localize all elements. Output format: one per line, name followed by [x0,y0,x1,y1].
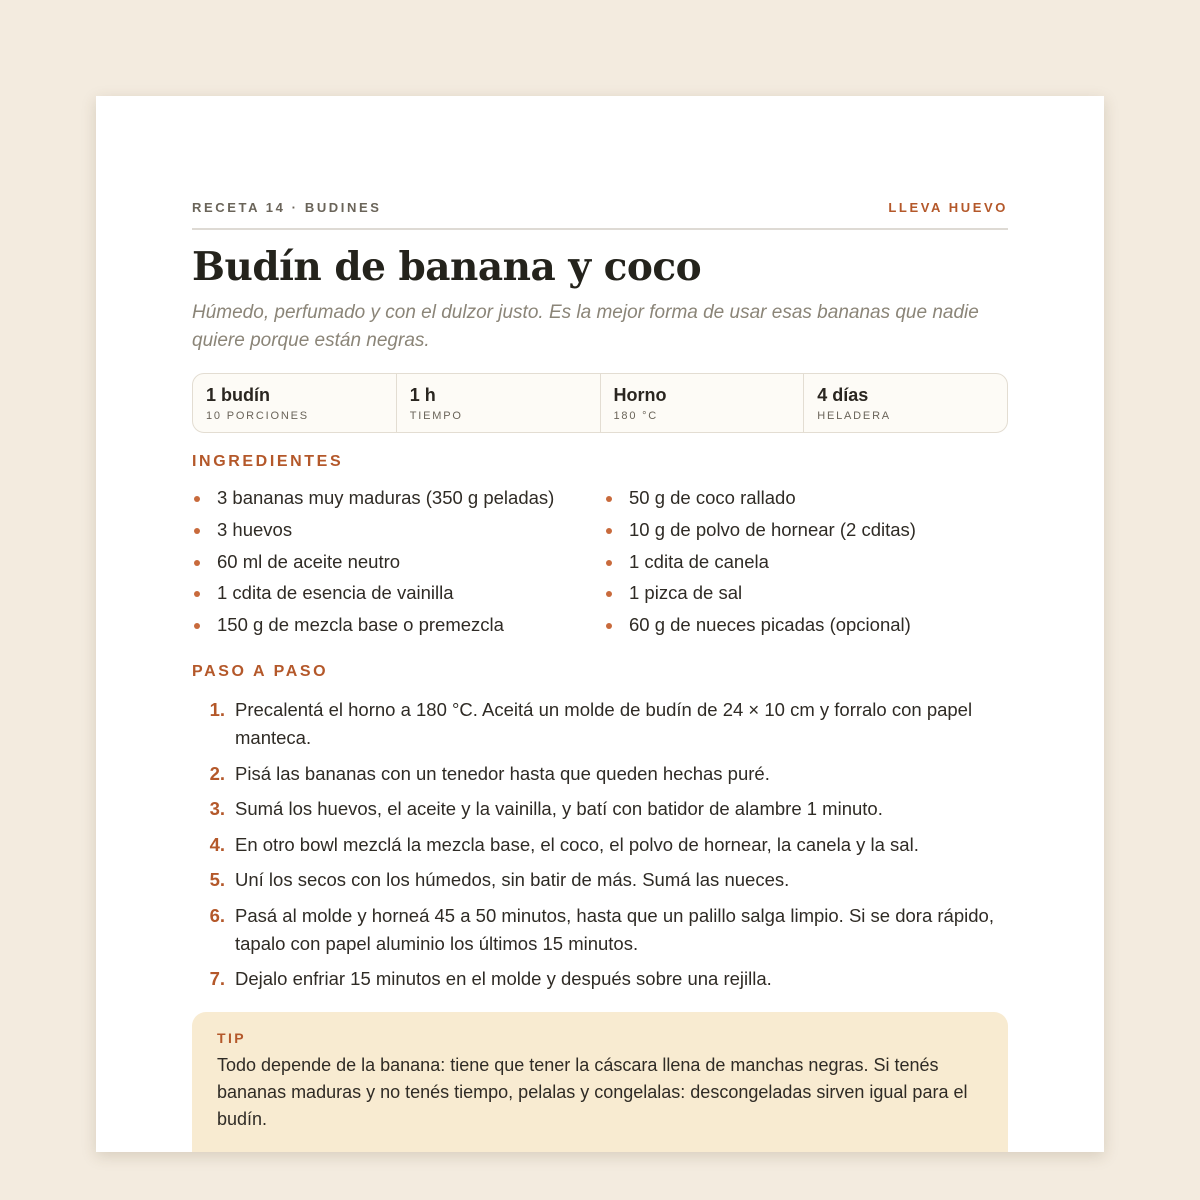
tip-label: TIP [217,1030,246,1046]
step-item [192,866,1008,894]
steps-list [192,696,1008,1001]
ingredient-item [192,514,554,546]
bullet-icon [606,623,612,629]
stat-storage [804,374,1007,432]
recipe-title: Budín de banana y coco [192,244,702,290]
ingredients-list-left [192,482,554,641]
tip-box [192,1012,1008,1152]
ingredient-text: 150 g de mezcla base o premezcla [217,614,504,636]
stat-value: Horno [613,385,667,405]
stat-label: 10 PORCIONES [206,410,309,422]
egg-badge: LLEVA HUEVO [888,200,1008,215]
step-number: 3. [209,798,225,819]
step-text: Dejalo enfriar 15 minutos en el molde y después sobre una rejilla. [235,968,772,989]
step-number: 7. [209,968,225,989]
bullet-icon [194,623,200,629]
step-text: Pasá al molde y horneá 45 a 50 minutos, hasta que un palillo salga limpio. Si se dora rápido, tapalo con papel aluminio los últimos 15 minutos. [235,904,994,954]
ingredients-heading: INGREDIENTES [192,453,344,470]
bullet-icon [194,560,200,566]
tip-text: Todo depende de la banana: tiene que tener la cáscara llena de manchas negras. Si tenés bananas maduras y no tenés tiempo, pelalas y congelalas: descongeladas sirven igual para el budín. [217,1055,968,1129]
step-item [192,902,1008,958]
ingredient-item [192,546,554,578]
step-text: En otro bowl mezclá la mezcla base, el coco, el polvo de hornear, la canela y la sal. [235,833,919,855]
step-number: 5. [209,869,225,890]
ingredient-text: 60 g de nueces picadas (opcional) [629,614,911,636]
bullet-icon [194,591,200,597]
stat-oven [601,374,805,432]
bullet-icon [606,591,612,597]
stat-label: TIEMPO [409,410,463,422]
recipe-stats [192,373,1008,433]
bullet-icon [606,560,612,566]
recipe-meta-row [192,200,1008,215]
ingredient-text: 3 huevos [217,518,293,540]
stat-value: 4 días [817,385,869,405]
ingredient-text: 10 g de polvo de hornear (2 cditas) [629,518,916,540]
ingredient-item [192,577,554,609]
recipe-subtitle: Húmedo, perfumado y con el dulzor justo. Es la mejor forma de usar esas bananas que nadie quiere porque están negras. [192,302,979,351]
step-text: Precalentá el horno a 180 °C. Aceitá un molde de budín de 24 × 10 cm y forralo con papel manteca. [235,699,973,748]
ingredient-text: 3 bananas muy maduras (350 g peladas) [217,487,555,508]
bullet-icon [194,496,200,502]
step-text: Pisá las bananas con un tenedor hasta que queden hechas puré. [235,762,770,784]
steps-heading: PASO A PASO [192,663,329,680]
ingredient-item [192,609,554,641]
ingredient-item [604,514,916,546]
step-number: 4. [209,833,225,855]
step-number: 1. [209,699,225,720]
step-number: 2. [209,762,225,784]
ingredient-text: 1 pizca de sal [629,582,743,604]
bullet-icon [606,496,612,502]
stat-time [397,374,601,432]
ingredient-item [192,482,554,514]
stat-value: 1 budín [206,385,270,405]
bullet-icon [194,528,200,534]
ingredient-text: 50 g de coco rallado [629,487,796,508]
ingredient-item [604,546,916,578]
ingredient-text: 1 cdita de canela [629,550,769,572]
step-number: 6. [209,904,225,926]
ingredient-item [604,577,916,609]
step-item [192,795,1008,823]
recipe-page [96,96,1104,1152]
bullet-icon [606,528,612,534]
step-item [192,965,1008,993]
step-text: Sumá los huevos, el aceite y la vainilla, y batí con batidor de alambre 1 minuto. [235,798,883,819]
stat-yield [193,374,397,432]
step-item [192,831,1008,859]
stat-value: 1 h [409,385,436,405]
ingredient-text: 1 cdita de esencia de vainilla [217,582,454,604]
ingredients-list-right [604,482,916,641]
ingredient-text: 60 ml de aceite neutro [217,550,401,572]
header-divider [192,228,1008,230]
ingredient-item [604,482,916,514]
ingredient-item [604,609,916,641]
stat-label: 180 °C [613,410,659,422]
step-item [192,760,1008,788]
stat-label: HELADERA [817,410,891,422]
step-item [192,696,1008,752]
step-text: Uní los secos con los húmedos, sin batir de más. Sumá las nueces. [235,869,790,890]
recipe-category: RECETA 14 · BUDINES [192,200,382,215]
